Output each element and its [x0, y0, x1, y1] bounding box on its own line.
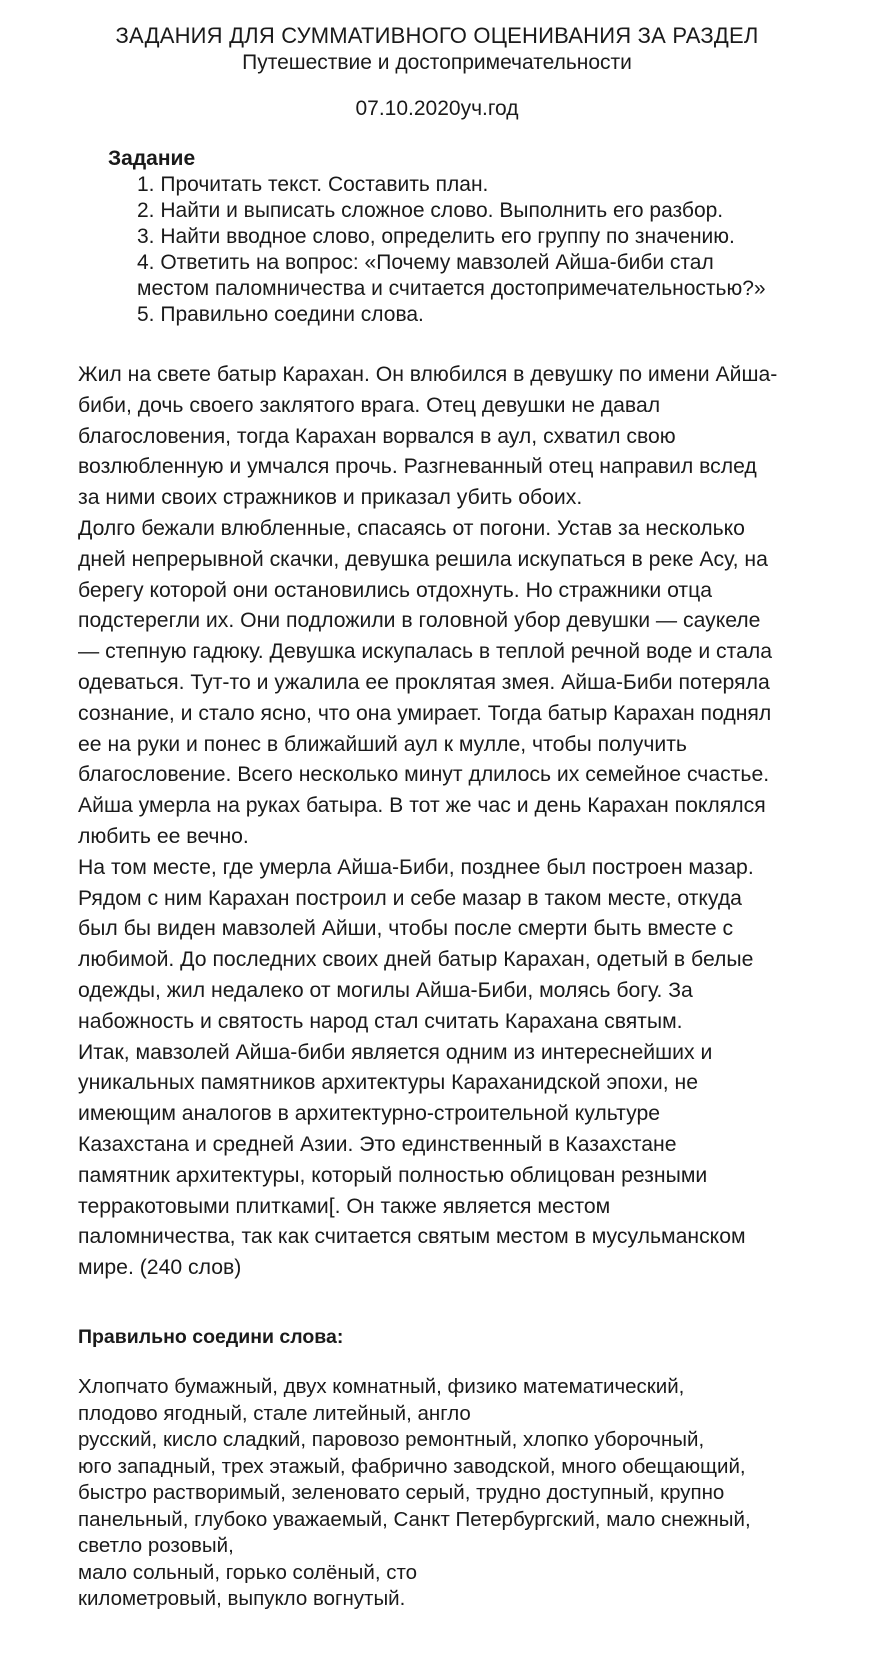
story-line: одеваться. Тут-то и ужалила ее проклятая змея. Айша-Биби потеряла — [78, 670, 770, 694]
task-item: 2. Найти и выписать сложное слово. Выполнить его разбор. — [137, 199, 724, 222]
story-line: был бы виден мавзолей Айши, чтобы после смерти быть вместе с — [78, 917, 734, 941]
story-line: подстерегли их. Они подложили в головной убор девушки — саукеле — [78, 609, 761, 633]
task-item: 4. Ответить на вопрос: «Почему мавзолей Айша-биби стал — [137, 251, 714, 274]
story-line: биби, дочь своего заклятого врага. Отец девушки не давал — [78, 393, 661, 417]
story-line: Итак, мавзолей Айша-биби является одним из интереснейших и — [78, 1040, 713, 1064]
story-line: дней непрерывной скачки, девушка решила искупаться в реке Асу, на — [78, 547, 768, 571]
exercise-heading: Правильно соедини слова: — [78, 1326, 344, 1348]
exercise-line: километровый, выпукло вогнутый. — [78, 1587, 406, 1610]
task-heading: Задание — [108, 147, 196, 170]
task-item: 5. Правильно соедини слова. — [137, 303, 424, 326]
story-line: паломничества, так как считается святым местом в мусульманском — [78, 1225, 746, 1249]
story-line: благословения, тогда Карахан ворвался в аул, схватил свою — [78, 424, 676, 448]
story-line: терракотовыми плитками[. Он также является местом — [78, 1194, 611, 1218]
exercise-line: панельный, глубоко уважаемый, Санкт Петербургский, мало снежный, — [78, 1507, 751, 1531]
task-item: 3. Найти вводное слово, определить его группу по значению. — [137, 225, 735, 248]
story-line: набожность и святость народ стал считать Карахана святым. — [78, 1009, 683, 1033]
exercise-line: плодово ягодный, стале литейный, англо — [78, 1401, 471, 1425]
story-text — [78, 360, 858, 1284]
exercise-word-list — [78, 1374, 868, 1613]
story-line: Рядом с ним Карахан построил и себе мазар в таком месте, откуда — [78, 886, 742, 910]
task-item: 1. Прочитать текст. Составить план. — [137, 173, 489, 196]
story-line: благословение. Всего несколько минут длилось их семейное счастье. — [78, 763, 770, 787]
story-line: сознание, и стало ясно, что она умирает. Тогда батыр Карахан поднял — [78, 701, 772, 725]
story-line: имеющим аналогов в архитектурно-строительной культуре — [78, 1102, 661, 1126]
story-line: — степную гадюку. Девушка искупалась в теплой речной воде и стала — [78, 640, 773, 664]
document-subtitle: Путешествие и достопримечательности — [242, 51, 632, 74]
story-line: На том месте, где умерла Айша-Биби, позднее был построен мазар. — [78, 855, 754, 879]
story-line: Долго бежали влюбленные, спасаясь от погони. Устав за несколько — [78, 516, 745, 540]
story-line: уникальных памятников архитектуры Караханидской эпохи, не — [78, 1071, 698, 1095]
story-line: любить ее вечно. — [78, 824, 249, 848]
story-line: возлюбленную и умчался прочь. Разгневанный отец направил вслед — [78, 455, 757, 479]
document-date: 07.10.2020уч.год — [355, 97, 519, 120]
exercise-line: быстро растворимый, зеленовато серый, трудно доступный, крупно — [78, 1481, 725, 1504]
exercise-line: юго западный, трех этажый, фабрично заводской, много обещающий, — [78, 1454, 746, 1478]
task-list — [137, 172, 857, 328]
story-line: Казахстана и средней Азии. Это единственный в Казахстане — [78, 1132, 677, 1156]
story-line: памятник архитектуры, который полностью облицован резными — [78, 1163, 708, 1187]
story-line: за ними своих стражников и приказал убить обоих. — [78, 486, 583, 510]
exercise-line: Хлопчато бумажный, двух комнатный, физико математический, — [78, 1375, 685, 1398]
exercise-line: светло розовый, — [78, 1534, 234, 1557]
story-line: одежды, жил недалеко от могилы Айша-Биби, молясь богу. За — [78, 978, 693, 1002]
story-line: берегу которой они остановились отдохнуть. Но стражники отца — [78, 578, 713, 602]
story-line: ее на руки и понес в ближайший аул к мулле, чтобы получить — [78, 732, 687, 756]
story-line: любимой. До последних своих дней батыр Карахан, одетый в белые — [78, 948, 754, 972]
task-item-continuation: местом паломничества и считается достопримечательностью?» — [137, 277, 766, 300]
story-line: Жил на свете батыр Карахан. Он влюбился в девушку по имени Айша- — [78, 363, 778, 386]
exercise-line: мало сольный, горько солёный, сто — [78, 1560, 418, 1584]
exercise-line: русский, кисло сладкий, паровозо ремонтный, хлопко уборочный, — [78, 1428, 705, 1451]
document-title: ЗАДАНИЯ ДЛЯ СУММАТИВНОГО ОЦЕНИВАНИЯ ЗА РАЗДЕЛ — [115, 23, 759, 48]
story-line: мире. (240 слов) — [78, 1256, 242, 1280]
story-line: Айша умерла на руках батыра. В тот же час и день Карахан поклялся — [78, 794, 766, 818]
